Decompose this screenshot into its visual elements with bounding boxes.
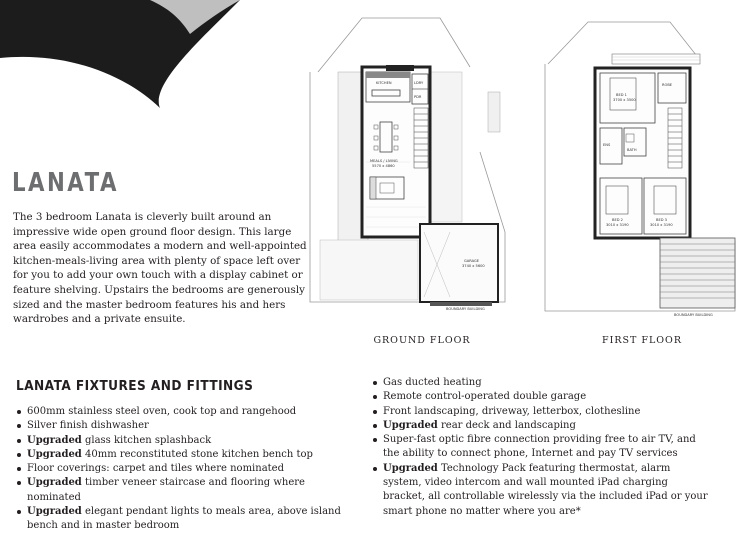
fixture-item: Upgraded 40mm reconstituted stone kitchen bench top bbox=[16, 448, 351, 462]
upgraded-label: Upgraded bbox=[27, 506, 82, 518]
page-title: LANATA bbox=[12, 168, 119, 198]
upgraded-label: Upgraded bbox=[27, 448, 82, 460]
bed1-dim: 3700 x 3500 bbox=[613, 98, 636, 102]
first-floor-plan bbox=[540, 16, 745, 321]
fixture-item: Front landscaping, driveway, letterbox, clothesline bbox=[372, 405, 712, 419]
upgraded-label: Upgraded bbox=[383, 462, 438, 474]
brand-swoosh-logo bbox=[0, 0, 240, 110]
upgraded-label: Upgraded bbox=[27, 434, 82, 446]
fixtures-list-left bbox=[16, 405, 351, 534]
fixture-item: Upgraded rear deck and landscaping bbox=[372, 419, 712, 433]
first-floor-caption: FIRST FLOOR bbox=[602, 335, 682, 346]
upgraded-label: Upgraded bbox=[27, 477, 82, 489]
bed2-label: BED 2 bbox=[612, 218, 623, 222]
fixture-item: Upgraded Technology Pack featuring thermostat, alarm system, video intercom and wall mounted iPad charging bracket, all controllable wirelessly via the included iPad or your smart phone no matter where you are* bbox=[372, 462, 712, 519]
laundry-label: LDRY bbox=[414, 81, 424, 85]
ens-label: ENS bbox=[603, 143, 611, 147]
fixture-item: Upgraded glass kitchen splashback bbox=[16, 434, 351, 448]
bath-label: BATH bbox=[627, 148, 637, 152]
bed1-label: BED 1 bbox=[616, 93, 627, 97]
fixture-item: Silver finish dishwasher bbox=[16, 419, 351, 433]
meals-living-label: MEALS / LIVING bbox=[370, 159, 398, 163]
fixture-item: 600mm stainless steel oven, cook top and rangehood bbox=[16, 405, 351, 419]
fixtures-title: LANATA FIXTURES AND FITTINGS bbox=[16, 378, 254, 394]
intro-paragraph: The 3 bedroom Lanata is cleverly built around an impressive wide open ground floor design. This large area easily accommodates a modern and well-appointed kitchen-meals-living area with plenty of space left over for you to add your own touch with a display cabinet or feature shelving. Upstairs the bedrooms are generously sized and the master bedroom features his and hers wardrobes and a private ensuite. bbox=[13, 211, 307, 326]
robe-label: ROBE bbox=[662, 83, 673, 87]
kitchen-label: KITCHEN bbox=[376, 81, 392, 85]
upgraded-label: Upgraded bbox=[383, 419, 438, 431]
ground-floor-caption: GROUND FLOOR bbox=[373, 335, 471, 346]
fixture-item: Upgraded elegant pendant lights to meals area, above island bench and in master bedroom bbox=[16, 505, 351, 534]
garage-label: GARAGE bbox=[464, 259, 480, 263]
first-boundary-label: BOUNDARY BUILDING bbox=[674, 313, 713, 317]
fixture-item: Gas ducted heating bbox=[372, 376, 712, 390]
fixture-item: Upgraded timber veneer staircase and flooring where nominated bbox=[16, 476, 351, 505]
fixture-item: Floor coverings: carpet and tiles where nominated bbox=[16, 462, 351, 476]
powder-label: PDR bbox=[414, 95, 422, 99]
fixture-item: Remote control-operated double garage bbox=[372, 390, 712, 404]
ground-floor-plan bbox=[300, 12, 530, 317]
ground-boundary-label: BOUNDARY BUILDING bbox=[446, 307, 485, 311]
bed2-dim: 3010 x 3190 bbox=[606, 223, 629, 227]
bed3-dim: 3010 x 3190 bbox=[650, 223, 673, 227]
garage-dim: 3740 x 5600 bbox=[462, 264, 485, 268]
fixtures-list-right bbox=[372, 376, 712, 519]
meals-living-dim: 5570 x 4860 bbox=[372, 164, 395, 168]
bed3-label: BED 3 bbox=[656, 218, 667, 222]
fixture-item: Super-fast optic fibre connection providing free to air TV, and the ability to connect phone, Internet and pay TV services bbox=[372, 433, 712, 462]
